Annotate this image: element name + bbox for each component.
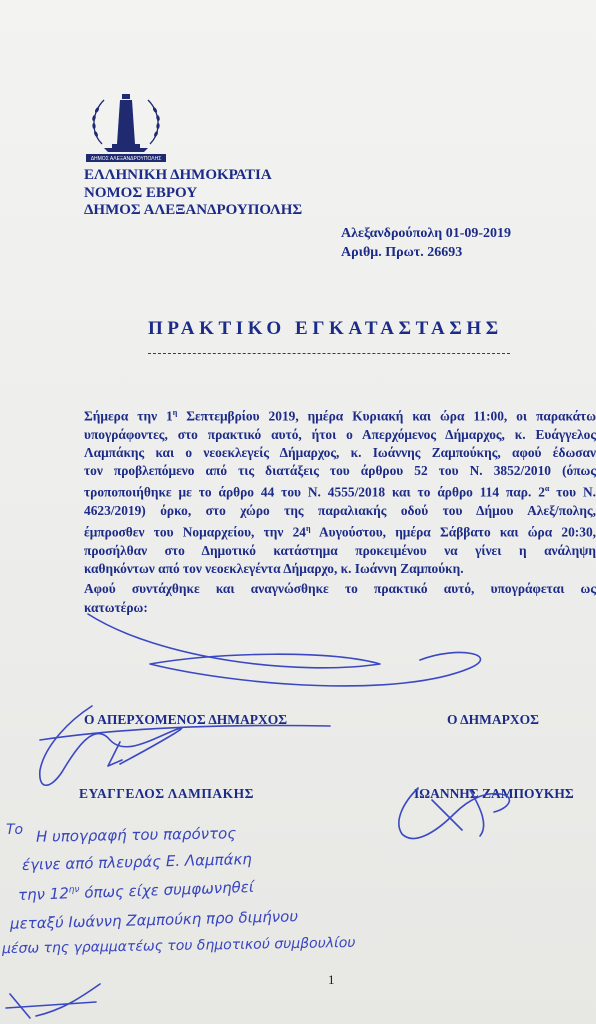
body-line-5: τροποποιήθηκε με το άρθρο 44 του Ν. 4555/2018 και το άρθρο 114 παρ. $2^\alpha$ του Ν. bbox=[84, 484, 596, 500]
body-paragraph bbox=[84, 404, 596, 578]
body-line-4: τον προβλεπόμενο από τις διατάξεις του άρθρου 52 του Ν. 3852/2010 (όπως bbox=[84, 463, 596, 479]
title-dashed-rule bbox=[148, 353, 510, 354]
body-line-2: υπογράφοντες, στο πρακτικό αυτό, ήτοι ο Απερχόμενος Δήμαρχος, κ. Ευάγγελος bbox=[84, 426, 596, 442]
page-number: 1 bbox=[328, 972, 335, 987]
header-line-prefecture: ΝΟΜΟΣ ΕΒΡΟΥ bbox=[84, 185, 198, 201]
handwritten-note-line-4: μεταξύ Ιωάννη Ζαμπούκη προ διμήνου bbox=[9, 907, 299, 933]
handwritten-note-line-5: μέσω της γραμματέως του δημοτικού συμβουλίου bbox=[1, 934, 356, 958]
body-line-9: καθηκόντων από τον νεοεκλεγέντα Δήμαρχο, κ. Ιωάννη Ζαμπούκη. bbox=[84, 561, 464, 577]
body-line-6: 4623/2019) όρκο, στο χώρο της παραλιακής οδού του Δήμου Αλεξ/πολης, bbox=[84, 502, 596, 518]
body-line-3: Λαμπάκης και ο νεοεκλεγείς Δήμαρχος, κ. Ιωάννης Ζαμπούκης, αφού έδωσαν bbox=[84, 444, 596, 460]
closing-line-2: κατωτέρω: bbox=[84, 599, 148, 615]
handwritten-note-line-1: Η υπογραφή του παρόντος bbox=[35, 824, 237, 846]
signature-bottom-strokes bbox=[6, 984, 100, 1018]
signature-left-arrow bbox=[108, 742, 122, 766]
protocol-number: Αριθμ. Πρωτ. 26693 bbox=[341, 245, 463, 260]
lighthouse-seal-icon bbox=[84, 88, 168, 162]
seal-caption: ΔΗΜΟΣ ΑΛΕΞΑΝΔΡΟΥΠΟΛΗΣ bbox=[90, 156, 162, 162]
document-title: ΠΡΑΚΤΙΚΟ ΕΓΚΑΤΑΣΤΑΣΗΣ bbox=[148, 318, 503, 339]
place-date: Αλεξανδρούπολη 01-09-2019 bbox=[341, 226, 512, 241]
handwritten-note-line-3: την $12^{\eta\nu}$ όπως είχε συμφωνηθεί bbox=[17, 877, 255, 905]
header-line-republic: ΕΛΛΗΝΙΚΗ ΔΗΜΟΚΡΑΤΙΑ bbox=[84, 167, 272, 183]
body-line-8: προσήλθαν στο Δημοτικό κατάστημα προκειμένου να γίνει η ανάληψη bbox=[84, 542, 596, 558]
body-line-7: έμπροσθεν του Νομαρχείου, την $24^\eta$ Αυγούστου, ημέρα Σάββατο και ώρα 20:30, bbox=[84, 524, 596, 540]
closing-line-1: Αφού συντάχθηκε και αναγνώσθηκε το πρακτικό αυτό, υπογράφεται ως bbox=[84, 581, 596, 596]
handwritten-note-prefix: Το bbox=[6, 822, 24, 838]
closing-paragraph bbox=[84, 580, 596, 617]
signature-mark-top bbox=[88, 614, 480, 686]
handwritten-note-line-2: έγινε από πλευράς Ε. Λαμπάκη bbox=[21, 849, 253, 875]
outgoing-mayor-title: Ο ΑΠΕΡΧΟΜΕΝΟΣ ΔΗΜΑΡΧΟΣ bbox=[84, 712, 288, 727]
mayor-name: ΙΩΑΝΝΗΣ ΖΑΜΠΟΥΚΗΣ bbox=[414, 786, 574, 801]
header-line-municipality: ΔΗΜΟΣ ΑΛΕΞΑΝΔΡΟΥΠΟΛΗΣ bbox=[84, 202, 303, 218]
outgoing-mayor-name: ΕΥΑΓΓΕΛΟΣ ΛΑΜΠΑΚΗΣ bbox=[79, 786, 254, 801]
mayor-title: Ο ΔΗΜΑΡΧΟΣ bbox=[447, 712, 539, 727]
body-line-1: Σήμερα την $1^\eta$ Σεπτεμβρίου 2019, ημέρα Κυριακή και ώρα 11:00, οι παρακάτω bbox=[84, 408, 596, 424]
